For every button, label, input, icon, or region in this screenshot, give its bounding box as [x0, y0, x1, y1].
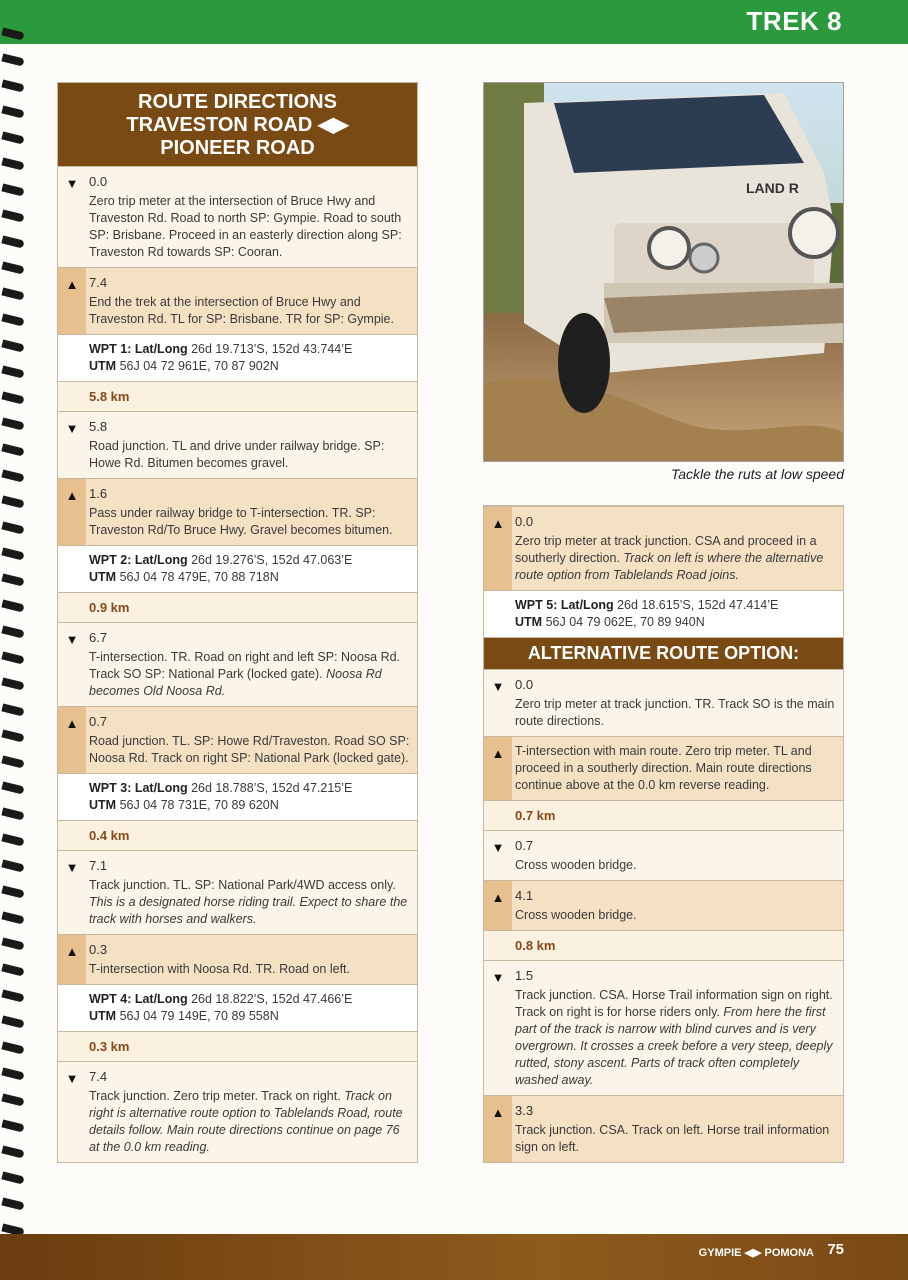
distance-row — [58, 1031, 417, 1061]
spiral-ring — [1, 261, 24, 274]
waypoint-label: WPT 5: Lat/Long — [515, 598, 614, 612]
waypoint-latlong — [89, 341, 411, 358]
down-arrow-icon: ▼ — [58, 167, 86, 267]
down-arrow-icon: ▼ — [58, 1062, 86, 1162]
spiral-ring — [1, 677, 24, 690]
direction-text: Zero trip meter at the intersection of Bruce Hwy and Traveston Rd. Road to north SP: Gympie. Road to south SP: Brisbane. Proceed in an easterly direction along SP: Traveston Rd towards SP: Cooran. — [89, 194, 402, 259]
route-rows — [58, 166, 417, 1162]
spiral-ring — [1, 599, 24, 612]
direction-text: Road junction. TL. SP: Howe Rd/Traveston. Road SO SP: Noosa Rd. Track on right SP: National Park (locked gate). — [89, 734, 410, 765]
spiral-ring — [1, 313, 24, 326]
right-route-table — [483, 505, 844, 1163]
direction-row — [484, 830, 843, 880]
waypoint-row — [58, 773, 417, 820]
spiral-ring — [1, 729, 24, 742]
waypoint-row — [58, 334, 417, 381]
waypoint-utm — [89, 569, 411, 586]
spiral-binding — [0, 30, 30, 1260]
route-directions-header — [58, 83, 417, 166]
spiral-ring — [1, 833, 24, 846]
up-arrow-icon: ▲ — [58, 479, 86, 545]
direction-row — [58, 478, 417, 545]
distance-row — [484, 800, 843, 830]
distance-row — [58, 820, 417, 850]
up-arrow-icon: ▲ — [484, 737, 512, 800]
spiral-ring — [1, 963, 24, 976]
utm-label: UTM — [89, 798, 117, 812]
direction-row — [58, 166, 417, 267]
spiral-ring — [1, 391, 24, 404]
spiral-ring — [1, 1015, 24, 1028]
spiral-ring — [1, 1041, 24, 1054]
spiral-ring — [1, 183, 24, 196]
trip-distance: 3.3 — [515, 1103, 534, 1118]
direction-text: Track junction. CSA. Track on left. Horse trail information sign on left. — [515, 1123, 830, 1154]
alternative-route-rows — [484, 669, 843, 1162]
direction-note: Noosa Rd becomes Old Noosa Rd. — [89, 667, 382, 698]
utm-value: 56J 04 79 062E, 70 89 940N — [545, 615, 705, 629]
utm-value: 56J 04 72 961E, 70 87 902N — [119, 359, 279, 373]
waypoint-row — [58, 545, 417, 592]
top-banner — [0, 0, 908, 44]
down-arrow-icon: ▼ — [58, 623, 86, 706]
trip-distance: 6.7 — [89, 630, 108, 645]
direction-row — [58, 934, 417, 984]
trip-distance: 0.3 — [89, 942, 108, 957]
spiral-ring — [1, 807, 24, 820]
waypoint-latlong-value: 26d 19.276’S, 152d 47.063’E — [191, 553, 353, 567]
spiral-ring — [1, 755, 24, 768]
waypoint-row — [58, 984, 417, 1031]
spiral-ring — [1, 859, 24, 872]
spiral-ring — [1, 495, 24, 508]
up-arrow-icon: ▲ — [484, 881, 512, 930]
footer-bar — [0, 1234, 908, 1280]
trip-distance: 0.0 — [515, 514, 534, 529]
trip-distance: 1.6 — [89, 486, 108, 501]
direction-row — [484, 669, 843, 736]
up-arrow-icon: ▲ — [58, 707, 86, 773]
direction-text: Road junction. TL and drive under railway bridge. SP: Howe Rd. Bitumen becomes gravel. — [89, 439, 385, 470]
direction-text: Cross wooden bridge. — [515, 908, 637, 922]
photo-caption: Tackle the ruts at low speed — [670, 466, 844, 482]
route-title-line2: TRAVESTON ROAD ◀▶ — [126, 114, 349, 136]
segment-distance: 0.3 km — [89, 1039, 130, 1054]
direction-row — [58, 1061, 417, 1162]
land-rover-photo — [483, 82, 844, 462]
down-arrow-icon: ▼ — [484, 961, 512, 1095]
utm-label: UTM — [89, 359, 117, 373]
trip-distance: 4.1 — [515, 888, 534, 903]
spiral-ring — [1, 1067, 24, 1080]
spiral-ring — [1, 53, 24, 66]
up-arrow-icon: ▲ — [58, 268, 86, 334]
down-arrow-icon: ▼ — [484, 831, 512, 880]
direction-text: Track junction. TL. SP: National Park/4WD access only. — [89, 878, 396, 892]
spiral-ring — [1, 521, 24, 534]
trip-distance: 0.0 — [89, 174, 108, 189]
waypoint-label: WPT 3: Lat/Long — [89, 781, 188, 795]
spiral-ring — [1, 1145, 24, 1158]
utm-label: UTM — [89, 1009, 117, 1023]
up-arrow-icon: ▲ — [58, 935, 86, 984]
direction-row — [484, 736, 843, 800]
spiral-ring — [1, 937, 24, 950]
direction-row — [484, 960, 843, 1095]
spiral-ring — [1, 781, 24, 794]
segment-distance: 0.7 km — [515, 808, 556, 823]
distance-row — [484, 930, 843, 960]
direction-text: Cross wooden bridge. — [515, 858, 637, 872]
utm-value: 56J 04 78 479E, 70 88 718N — [119, 570, 279, 584]
segment-distance: 0.9 km — [89, 600, 130, 615]
down-arrow-icon: ▼ — [484, 670, 512, 736]
footer-route: GYMPIE ◀▶ POMONA — [698, 1247, 814, 1259]
direction-text: T-intersection. TR. Road on right and left SP: Noosa Rd. Track SO SP: National Park (locked gate). — [89, 650, 401, 681]
waypoint-latlong-value: 26d 18.788’S, 152d 47.215’E — [191, 781, 353, 795]
segment-distance: 5.8 km — [89, 389, 130, 404]
spiral-ring — [1, 547, 24, 560]
segment-distance: 0.8 km — [515, 938, 556, 953]
direction-note: This is a designated horse riding trail. Expect to share the track with horses and walkers. — [89, 895, 408, 926]
route-directions-table — [57, 82, 418, 1163]
right-route-rows — [484, 506, 843, 637]
spiral-ring — [1, 989, 24, 1002]
photo-badge-text: LAND R — [746, 180, 799, 196]
spiral-ring — [1, 1119, 24, 1132]
direction-row — [58, 267, 417, 334]
direction-note: Track on left is where the alternative route option from Tablelands Road joins. — [515, 551, 824, 582]
distance-row — [58, 381, 417, 411]
photo-illustration — [484, 83, 844, 462]
waypoint-latlong — [89, 552, 411, 569]
direction-row — [484, 880, 843, 930]
direction-text: Track junction. Zero trip meter. Track on right. — [89, 1089, 341, 1103]
spiral-ring — [1, 1171, 24, 1184]
utm-label: UTM — [515, 615, 543, 629]
segment-distance: 0.4 km — [89, 828, 130, 843]
spiral-ring — [1, 703, 24, 716]
direction-row — [58, 850, 417, 934]
spiral-ring — [1, 235, 24, 248]
trip-distance: 0.0 — [515, 677, 534, 692]
direction-text: Pass under railway bridge to T-intersection. TR. SP: Traveston Rd/To Bruce Hwy. Gravel becomes bitumen. — [89, 506, 393, 537]
spiral-ring — [1, 287, 24, 300]
spiral-ring — [1, 625, 24, 638]
distance-row — [58, 592, 417, 622]
waypoint-latlong-value: 26d 18.822’S, 152d 47.466’E — [191, 992, 353, 1006]
trip-distance: 0.7 — [89, 714, 108, 729]
waypoint-utm — [89, 1008, 411, 1025]
trip-distance: 1.5 — [515, 968, 534, 983]
direction-text: T-intersection with Noosa Rd. TR. Road on left. — [89, 962, 350, 976]
spiral-ring — [1, 573, 24, 586]
direction-text: T-intersection with main route. Zero trip meter. TL and proceed in a southerly direction. Main route directions continue above at the 0.0 km reverse reading. — [515, 744, 812, 792]
direction-row — [58, 706, 417, 773]
spiral-ring — [1, 1093, 24, 1106]
utm-value: 56J 04 79 149E, 70 89 558N — [119, 1009, 279, 1023]
up-arrow-icon: ▲ — [484, 1096, 512, 1162]
spiral-ring — [1, 105, 24, 118]
page-number: 75 — [827, 1241, 844, 1258]
waypoint-label: WPT 2: Lat/Long — [89, 553, 188, 567]
waypoint-utm — [515, 614, 837, 631]
down-arrow-icon: ▼ — [58, 412, 86, 478]
spiral-ring — [1, 1197, 24, 1210]
trip-distance: 7.4 — [89, 275, 108, 290]
spiral-ring — [1, 443, 24, 456]
trip-distance: 7.4 — [89, 1069, 108, 1084]
waypoint-utm — [89, 797, 411, 814]
waypoint-latlong — [515, 597, 837, 614]
utm-label: UTM — [89, 570, 117, 584]
direction-note: From here the first part of the track is narrow with blind curves and is very overgrown. It crosses a creek before a very steep, deeply rutted, stony ascent. Parts of track often completely washed away. — [515, 1005, 833, 1087]
utm-value: 56J 04 78 731E, 70 89 620N — [119, 798, 279, 812]
spiral-ring — [1, 27, 24, 40]
trip-distance: 7.1 — [89, 858, 108, 873]
spiral-ring — [1, 209, 24, 222]
spiral-ring — [1, 469, 24, 482]
waypoint-latlong-value: 26d 18.615’S, 152d 47.414’E — [617, 598, 779, 612]
direction-text: Zero trip meter at track junction. CSA and proceed in a southerly direction. — [515, 534, 817, 565]
waypoint-latlong — [89, 991, 411, 1008]
waypoint-latlong — [89, 780, 411, 797]
spiral-ring — [1, 157, 24, 170]
waypoint-latlong-value: 26d 19.713’S, 152d 43.744’E — [191, 342, 353, 356]
spiral-ring — [1, 339, 24, 352]
direction-row — [484, 506, 843, 590]
direction-row — [58, 411, 417, 478]
direction-row — [58, 622, 417, 706]
spiral-ring — [1, 131, 24, 144]
spiral-ring — [1, 417, 24, 430]
spiral-ring — [1, 651, 24, 664]
spiral-ring — [1, 365, 24, 378]
direction-note: Track on right is alternative route option to Tablelands Road, route details follow. Main route directions continue on page 76 at the 0.0 km reading. — [89, 1089, 403, 1154]
trek-title: TREK 8 — [746, 6, 842, 36]
waypoint-utm — [89, 358, 411, 375]
spiral-ring — [1, 885, 24, 898]
trip-distance: 0.7 — [515, 838, 534, 853]
direction-text: Track junction. CSA. Horse Trail information sign on right. Track on right is for horse riders only. — [515, 988, 833, 1019]
route-title-line1: ROUTE DIRECTIONS — [138, 91, 337, 113]
alternative-route-header: ALTERNATIVE ROUTE OPTION: — [484, 637, 843, 669]
direction-text: Zero trip meter at track junction. TR. Track SO is the main route directions. — [515, 697, 835, 728]
route-title-line3: PIONEER ROAD — [160, 137, 315, 159]
trip-distance: 5.8 — [89, 419, 108, 434]
spiral-ring — [1, 911, 24, 924]
up-arrow-icon: ▲ — [484, 507, 512, 590]
waypoint-label: WPT 1: Lat/Long — [89, 342, 188, 356]
direction-row — [484, 1095, 843, 1162]
waypoint-row — [484, 590, 843, 637]
waypoint-label: WPT 4: Lat/Long — [89, 992, 188, 1006]
direction-text: End the trek at the intersection of Bruce Hwy and Traveston Rd. TL for SP: Brisbane. TR for SP: Gympie. — [89, 295, 394, 326]
spiral-ring — [1, 79, 24, 92]
down-arrow-icon: ▼ — [58, 851, 86, 934]
